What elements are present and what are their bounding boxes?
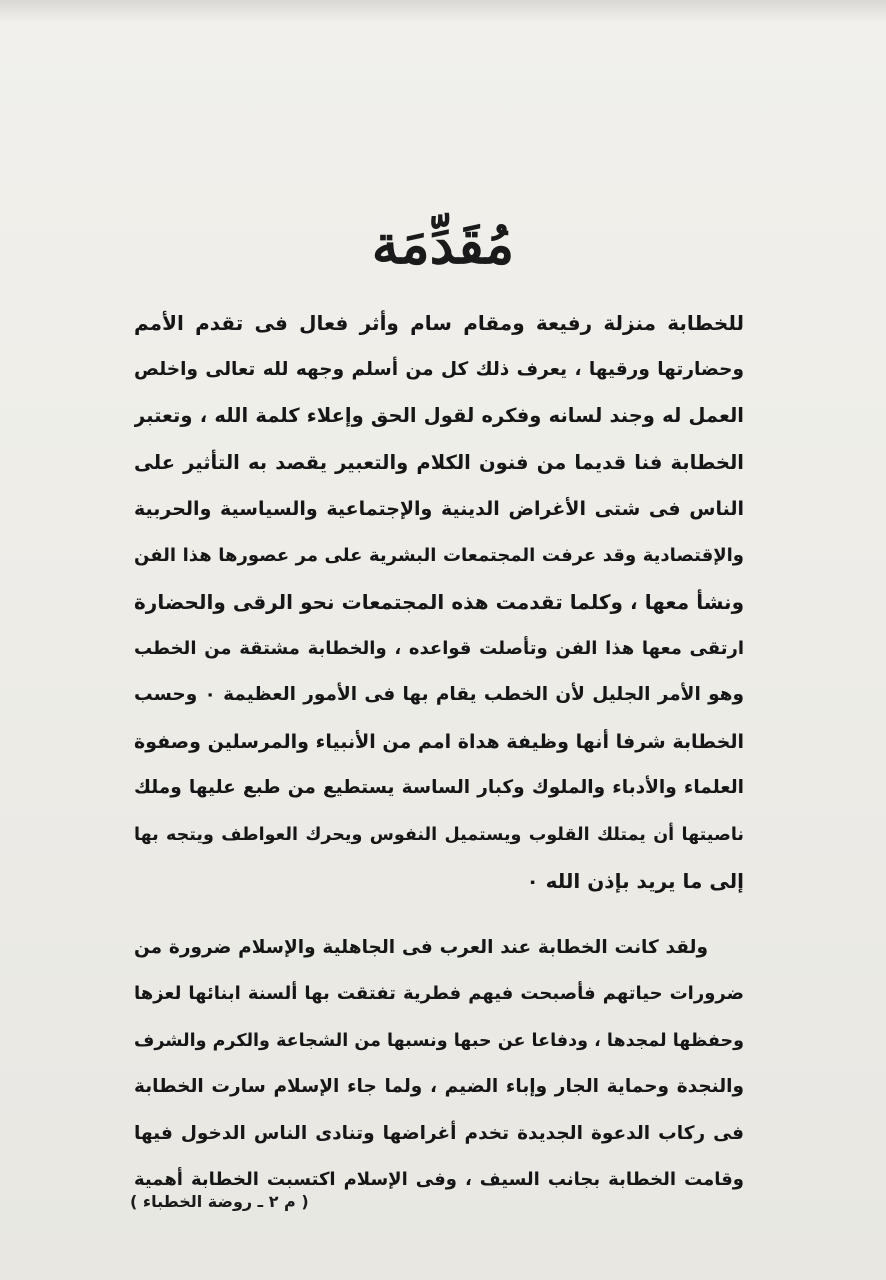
text-line: ضرورات حياتهم فأصبحت فيهم فطرية تفتقت بها ألسنة ابنائها لعزها [134,983,744,1004]
text-line: العلماء والأدباء والملوك وكبار الساسة يستطيع من طبع عليها وملك [134,777,744,798]
text-line: ارتقى معها هذا الفن وتأصلت قواعده ، والخطابة مشتقة من الخطب [134,637,744,659]
text-line: للخطابة منزلة رفيعة ومقام سام وأثر فعال فى تقدم الأمم [134,311,744,335]
paragraph-2 [134,925,744,1204]
text-line: الخطابة فنا قديما من فنون الكلام والتعبير يقصد به التأثير على [134,450,744,474]
text-line: وحضارتها ورقيها ، يعرف ذلك كل من أسلم وجهه لله تعالى واخلص [134,358,744,380]
page-top-edge [0,0,886,22]
text-line: وحفظها لمجدها ، ودفاعا عن حبها ونسبها من الشجاعة والكرم والشرف [134,1030,744,1051]
text-line: العمل له وجند لسانه وفكره لقول الحق وإعلاء كلمة الله ، وتعتبر [134,404,744,427]
text-line: الناس فى شتى الأغراض الدينية والإجتماعية والسياسية والحربية [134,498,744,520]
text-line: ناصيتها أن يمتلك القلوب ويستميل النفوس ويحرك العواطف ويتجه بها [134,824,744,845]
text-line: إلى ما يريد بإذن الله ٠ [526,869,744,893]
text-line: والنجدة وحماية الجار وإباء الضيم ، ولما جاء الإسلام سارت الخطابة [134,1076,744,1097]
body-text [134,300,744,1204]
paragraph-1 [134,300,744,905]
text-line: والإقتصادية وقد عرفت المجتمعات البشرية على مر عصورها هذا الفن [134,544,744,566]
text-line: ونشأ معها ، وكلما تقدمت هذه المجتمعات نحو الرقى والحضارة [134,590,744,614]
text-line: وهو الأمر الجليل لأن الخطب يقام بها فى الأمور العظيمة ٠ وحسب [134,684,744,705]
text-line: ولقد كانت الخطابة عند العرب فى الجاهلية والإسلام ضرورة من [134,936,708,958]
page-title: مُقَدِّمَة [371,212,515,276]
page-footnote: ( م ٢ ـ روضة الخطباء ) [130,1192,309,1211]
text-line: الخطابة شرفا أنها وظيفة هداة امم من الأنبياء والمرسلين وصفوة [134,730,744,753]
paragraph-spacer [134,905,744,925]
text-line: وقامت الخطابة بجانب السيف ، وفى الإسلام اكتسبت الخطابة أهمية [134,1169,744,1190]
text-line: فى ركاب الدعوة الجديدة تخدم أغراضها وتنادى الناس الدخول فيها [134,1122,744,1144]
